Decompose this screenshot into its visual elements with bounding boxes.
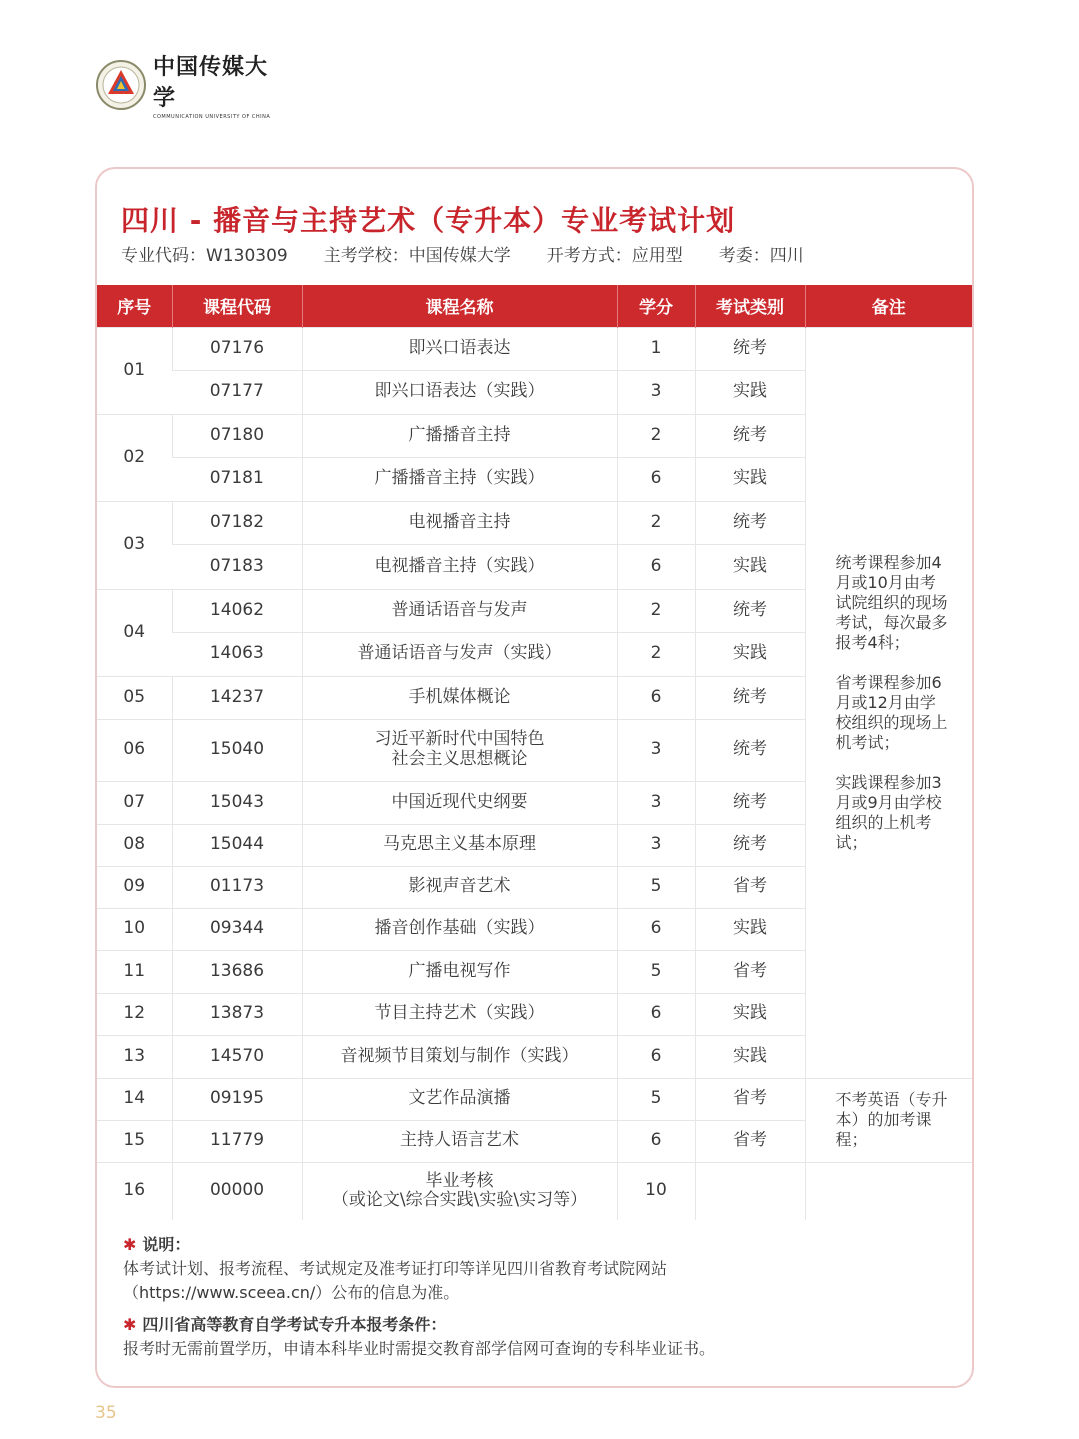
explanation-heading: 说明： (142, 1235, 191, 1254)
row-code: 07183 (172, 544, 302, 589)
row-credit: 6 (617, 544, 695, 589)
row-no: 12 (97, 993, 172, 1035)
row-credit: 5 (617, 950, 695, 993)
university-emblem-icon (95, 59, 147, 111)
row-type: 统考 (695, 501, 805, 544)
row-name: 广播播音主持（实践） (302, 457, 617, 501)
row-note-empty (805, 1162, 972, 1220)
row-name: 普通话语音与发声 (302, 589, 617, 632)
row-code: 14062 (172, 589, 302, 632)
row-code: 14237 (172, 676, 302, 719)
row-no: 07 (97, 781, 172, 824)
row-type: 实践 (695, 993, 805, 1035)
note-provincial-exam: 省考课程参加6月或12月由学校组织的现场上机考试； (835, 672, 948, 752)
row-code: 07176 (172, 327, 302, 370)
asterisk-icon: ✱ (123, 1315, 137, 1334)
row-no: 09 (97, 866, 172, 908)
major-meta (121, 241, 840, 266)
exam-plan-card (95, 167, 974, 1388)
explanation-block-2 (123, 1313, 953, 1361)
row-no: 16 (97, 1162, 172, 1220)
row-type: 统考 (695, 327, 805, 370)
main-school: 主考学校：中国传媒大学 (323, 246, 511, 266)
note-group-2: 不考英语（专升本）的加考课程； (805, 1078, 972, 1162)
row-credit: 2 (617, 501, 695, 544)
row-type: 实践 (695, 370, 805, 414)
row-credit: 6 (617, 1035, 695, 1078)
row-no: 02 (97, 414, 172, 501)
row-name: 主持人语言艺术 (302, 1120, 617, 1162)
row-no: 01 (97, 327, 172, 414)
row-credit: 2 (617, 589, 695, 632)
row-credit: 3 (617, 719, 695, 781)
row-type: 统考 (695, 824, 805, 866)
note-practice-exam: 实践课程参加3月或9月由学校组织的上机考试； (835, 772, 942, 852)
row-credit: 3 (617, 824, 695, 866)
page-number: 35 (95, 1403, 117, 1423)
row-code: 14063 (172, 632, 302, 676)
row-name-line-1: 习近平新时代中国特色 (374, 729, 545, 750)
row-type: 实践 (695, 1035, 805, 1078)
row-code: 15044 (172, 824, 302, 866)
row-no: 08 (97, 824, 172, 866)
row-no: 14 (97, 1078, 172, 1120)
row-code: 07181 (172, 457, 302, 501)
table-row (97, 327, 972, 370)
row-name: 手机媒体概论 (302, 676, 617, 719)
condition-text: 报考时无需前置学历，申请本科毕业时需提交教育部学信网可查询的专科毕业证书。 (123, 1339, 716, 1358)
row-no: 11 (97, 950, 172, 993)
university-logo (95, 54, 285, 120)
row-name-line-2: （或论文\综合实践\实验\实习等） (331, 1190, 588, 1211)
row-name: 普通话语音与发声（实践） (302, 632, 617, 676)
row-name: 即兴口语表达（实践） (302, 370, 617, 414)
row-no: 03 (97, 501, 172, 589)
row-type: 实践 (695, 908, 805, 950)
explanation-text-line-2: （https://www.sceea.cn/）公布的信息为准。 (123, 1283, 460, 1302)
asterisk-icon: ✱ (123, 1235, 137, 1254)
explanation-section (123, 1233, 953, 1369)
row-name: 影视声音艺术 (302, 866, 617, 908)
row-credit: 5 (617, 1078, 695, 1120)
row-code: 15043 (172, 781, 302, 824)
major-code: 专业代码：W130309 (121, 246, 288, 266)
row-name: 电视播音主持（实践） (302, 544, 617, 589)
row-name (302, 1162, 617, 1220)
row-code: 09195 (172, 1078, 302, 1120)
row-name: 节目主持艺术（实践） (302, 993, 617, 1035)
table-row (97, 1162, 972, 1220)
explanation-text-line-1: 体考试计划、报考流程、考试规定及准考证打印等详见四川省教育考试院网站 (123, 1259, 668, 1278)
row-credit: 10 (617, 1162, 695, 1220)
row-type: 统考 (695, 676, 805, 719)
row-code: 07180 (172, 414, 302, 457)
exam-mode: 开考方式：应用型 (546, 246, 683, 266)
row-code: 07177 (172, 370, 302, 414)
row-credit: 2 (617, 632, 695, 676)
row-credit: 3 (617, 781, 695, 824)
row-credit: 6 (617, 457, 695, 501)
row-name: 马克思主义基本原理 (302, 824, 617, 866)
row-name: 播音创作基础（实践） (302, 908, 617, 950)
header-name: 课程名称 (302, 285, 617, 327)
row-code: 13686 (172, 950, 302, 993)
row-code: 14570 (172, 1035, 302, 1078)
header-note: 备注 (805, 285, 972, 327)
note-group-1 (805, 327, 972, 1078)
page-title: 四川 - 播音与主持艺术（专升本）专业考试计划 (121, 204, 736, 237)
row-credit: 6 (617, 1120, 695, 1162)
row-no: 06 (97, 719, 172, 781)
header-type: 考试类别 (695, 285, 805, 327)
row-name: 文艺作品演播 (302, 1078, 617, 1120)
row-name: 广播播音主持 (302, 414, 617, 457)
row-name: 音视频节目策划与制作（实践） (302, 1035, 617, 1078)
row-credit: 6 (617, 676, 695, 719)
row-name: 即兴口语表达 (302, 327, 617, 370)
row-code: 01173 (172, 866, 302, 908)
row-type: 省考 (695, 1120, 805, 1162)
row-type: 统考 (695, 589, 805, 632)
course-table (97, 285, 972, 1220)
row-credit: 6 (617, 993, 695, 1035)
table-header-row (97, 285, 972, 327)
row-name-line-1: 毕业考核 (425, 1170, 494, 1191)
row-no: 10 (97, 908, 172, 950)
row-type: 省考 (695, 866, 805, 908)
row-code: 13873 (172, 993, 302, 1035)
header-credit: 学分 (617, 285, 695, 327)
row-credit: 2 (617, 414, 695, 457)
row-no: 13 (97, 1035, 172, 1078)
row-name: 广播电视写作 (302, 950, 617, 993)
row-name: 中国近现代史纲要 (302, 781, 617, 824)
logo-english-name: COMMUNICATION UNIVERSITY OF CHINA (153, 114, 271, 120)
row-type: 统考 (695, 719, 805, 781)
row-no: 15 (97, 1120, 172, 1162)
row-name-line-2: 社会主义思想概论 (391, 749, 528, 769)
row-credit: 5 (617, 866, 695, 908)
row-name (302, 719, 617, 781)
row-type: 省考 (695, 950, 805, 993)
row-code: 15040 (172, 719, 302, 781)
exam-committee: 考委：四川 (718, 246, 804, 266)
table-row (97, 1078, 972, 1120)
row-credit: 6 (617, 908, 695, 950)
logo-chinese-name: 中国传媒大学 (153, 54, 269, 111)
row-type: 实践 (695, 632, 805, 676)
row-code: 00000 (172, 1162, 302, 1220)
header-code: 课程代码 (172, 285, 302, 327)
row-type (695, 1162, 805, 1220)
row-no: 05 (97, 676, 172, 719)
row-type: 统考 (695, 414, 805, 457)
note-unified-exam: 统考课程参加4月或10月由考试院组织的现场考试，每次最多报考4科； (835, 552, 948, 652)
row-type: 实践 (695, 457, 805, 501)
row-code: 09344 (172, 908, 302, 950)
explanation-block-1 (123, 1233, 953, 1305)
header-no: 序号 (97, 285, 172, 327)
row-no: 04 (97, 589, 172, 676)
row-type: 实践 (695, 544, 805, 589)
row-type: 省考 (695, 1078, 805, 1120)
row-code: 11779 (172, 1120, 302, 1162)
condition-heading: 四川省高等教育自学考试专升本报考条件： (142, 1315, 447, 1334)
row-name: 电视播音主持 (302, 501, 617, 544)
row-code: 07182 (172, 501, 302, 544)
row-type: 统考 (695, 781, 805, 824)
row-credit: 3 (617, 370, 695, 414)
row-credit: 1 (617, 327, 695, 370)
